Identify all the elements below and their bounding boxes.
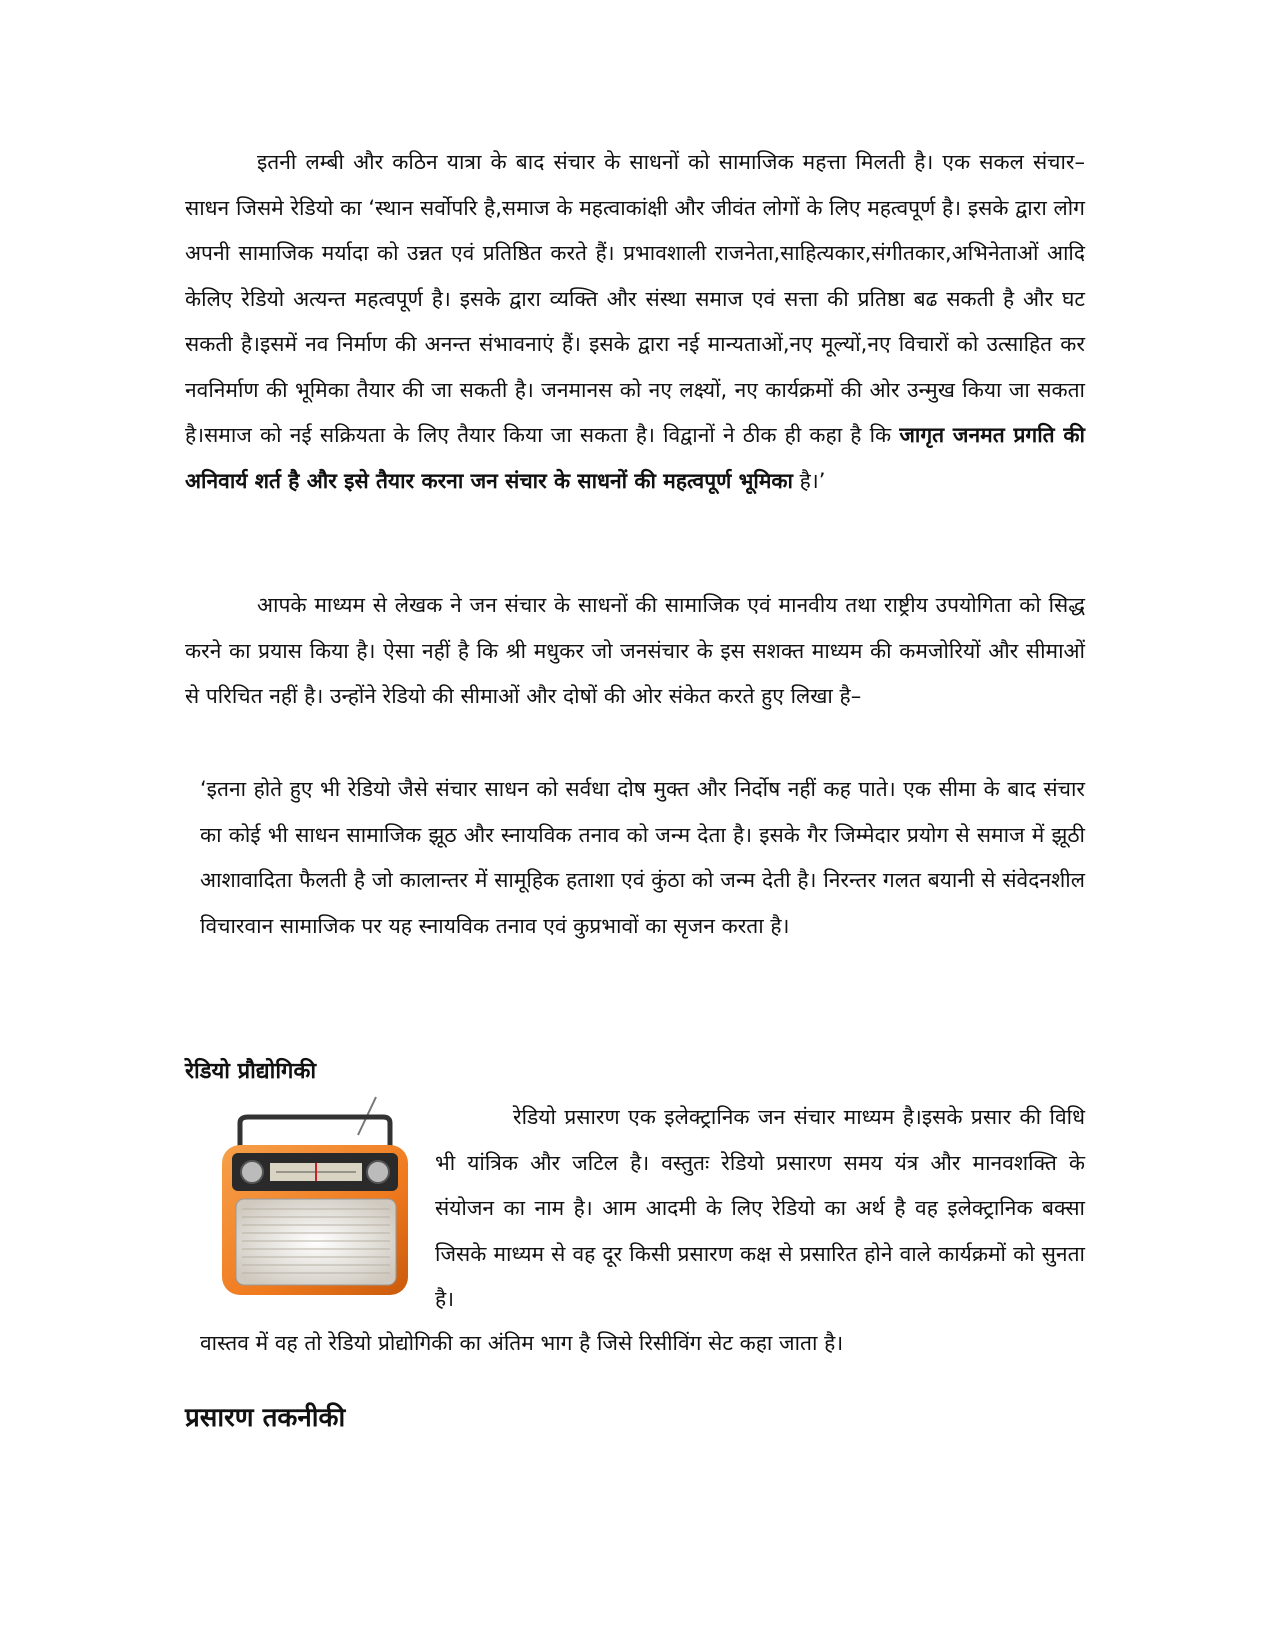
- section-heading-broadcast-technique: प्रसारण तकनीकी: [185, 1403, 346, 1433]
- radio-broadcast-tail: वास्तव में वह तो रेडियो प्रोद्योगिकी का अंतिम भाग है जिसे रिसीविंग सेट कहा जाता है।: [200, 1331, 844, 1355]
- paragraph-1-text: इतनी लम्बी और कठिन यात्रा के बाद संचार के साधनों को सामाजिक महत्ता मिलती है। एक सकल संचार–साधन जिसमे रेडियो का ‘स्थान सर्वोपरि है,समाज के महत्वाकांक्षी और जीवंत लोगों के लिए महत्वपूर्ण है। इसके द्वारा लोग अपनी सामाजिक मर्यादा को उन्नत एवं प्रतिष्ठित करते हैं। प्रभावशाली राजनेता,साहित्यकार,संगीतकार,अभिनेताओं आदि केलिए रेडियो अत्यन्त महत्वपूर्ण है। इसके द्वारा व्यक्ति और संस्था समाज एवं सत्ता की प्रतिष्ठा बढ सकती है और घट सकती है।इसमें नव निर्माण की अनन्त संभावनाएं हैं। इसके द्वारा नई मान्यताओं,नए मूल्यों,नए विचारों को उत्साहित कर नवनिर्माण की भूमिका तैयार की जा सकती है। जनमानस को नए लक्ष्यों, नए कार्यक्रमों की ओर उन्मुख किया जा सकता है।समाज को नई सक्रियता के लिए तैयार किया जा सकता है। विद्वानों ने ठीक ही कहा है कि: [185, 150, 1085, 447]
- radio-icon: [218, 1095, 418, 1295]
- radio-broadcast-text: रेडियो प्रसारण एक इलेक्ट्रानिक जन संचार माध्यम है।इसके प्रसार की विधि भी यांत्रिक और जटिल है। वस्तुतः रेडियो प्रसारण समय यंत्र और मानवशक्ति के संयोजन का नाम है। आम आदमी के लिए रेडियो का अर्थ है वह इलेक्ट्रानिक बक्सा जिसके माध्यम से वह दूर किसी प्रसारण कक्ष से प्रसारित होने वाले कार्यक्रमों को सुनता है।: [435, 1105, 1085, 1311]
- radio-knob-right: [367, 1161, 389, 1183]
- radio-speaker-grille: [236, 1199, 396, 1285]
- section-heading-radio-technology: रेडियो प्रौद्योगिकी: [185, 1059, 317, 1084]
- paragraph-2-text: आपके माध्यम से लेखक ने जन संचार के साधनों की सामाजिक एवं मानवीय तथा राष्ट्रीय उपयोगिता को सिद्ध करने का प्रयास किया है। ऐसा नहीं है कि श्री मधुकर जो जनसंचार के इस सशक्त माध्यम की कमजोरियों और सीमाओं से परिचित नहीं है। उन्होंने रेडियो की सीमाओं और दोषों की ओर संकेत करते हुए लिखा है–: [185, 593, 1085, 708]
- paragraph-2: [185, 583, 1085, 720]
- radio-broadcast-paragraph: [435, 1095, 1085, 1323]
- paragraph-1-bold-text: जागृत जनमत प्रगति की अनिवार्य शर्त है और इसे तैयार करना जन संचार के साधनों की महत्वपूर्ण भूमिका: [185, 423, 1085, 493]
- paragraph-1-end-text: है।’: [792, 468, 826, 493]
- quote-text: ‘इतना होते हुए भी रेडियो जैसे संचार साधन को सर्वधा दोष मुक्त और निर्दोष नहीं कह पाते। एक सीमा के बाद संचार का कोई भी साधन सामाजिक झूठ और स्नायविक तनाव को जन्म देता है। इसके गैर जिम्मेदार प्रयोग से समाज में झूठी आशावादिता फैलती है जो कालान्तर में सामूहिक हताशा एवं कुंठा को जन्म देती है। निरन्तर गलत बयानी से संवेदनशील विचारवान सामाजिक पर यह स्नायविक तनाव एवं कुप्रभावों का सृजन करता है।: [200, 777, 1085, 938]
- paragraph-1: [185, 140, 1085, 504]
- radio-knob-left: [241, 1161, 263, 1183]
- radio-image: [218, 1095, 418, 1295]
- quote-block: [200, 767, 1085, 949]
